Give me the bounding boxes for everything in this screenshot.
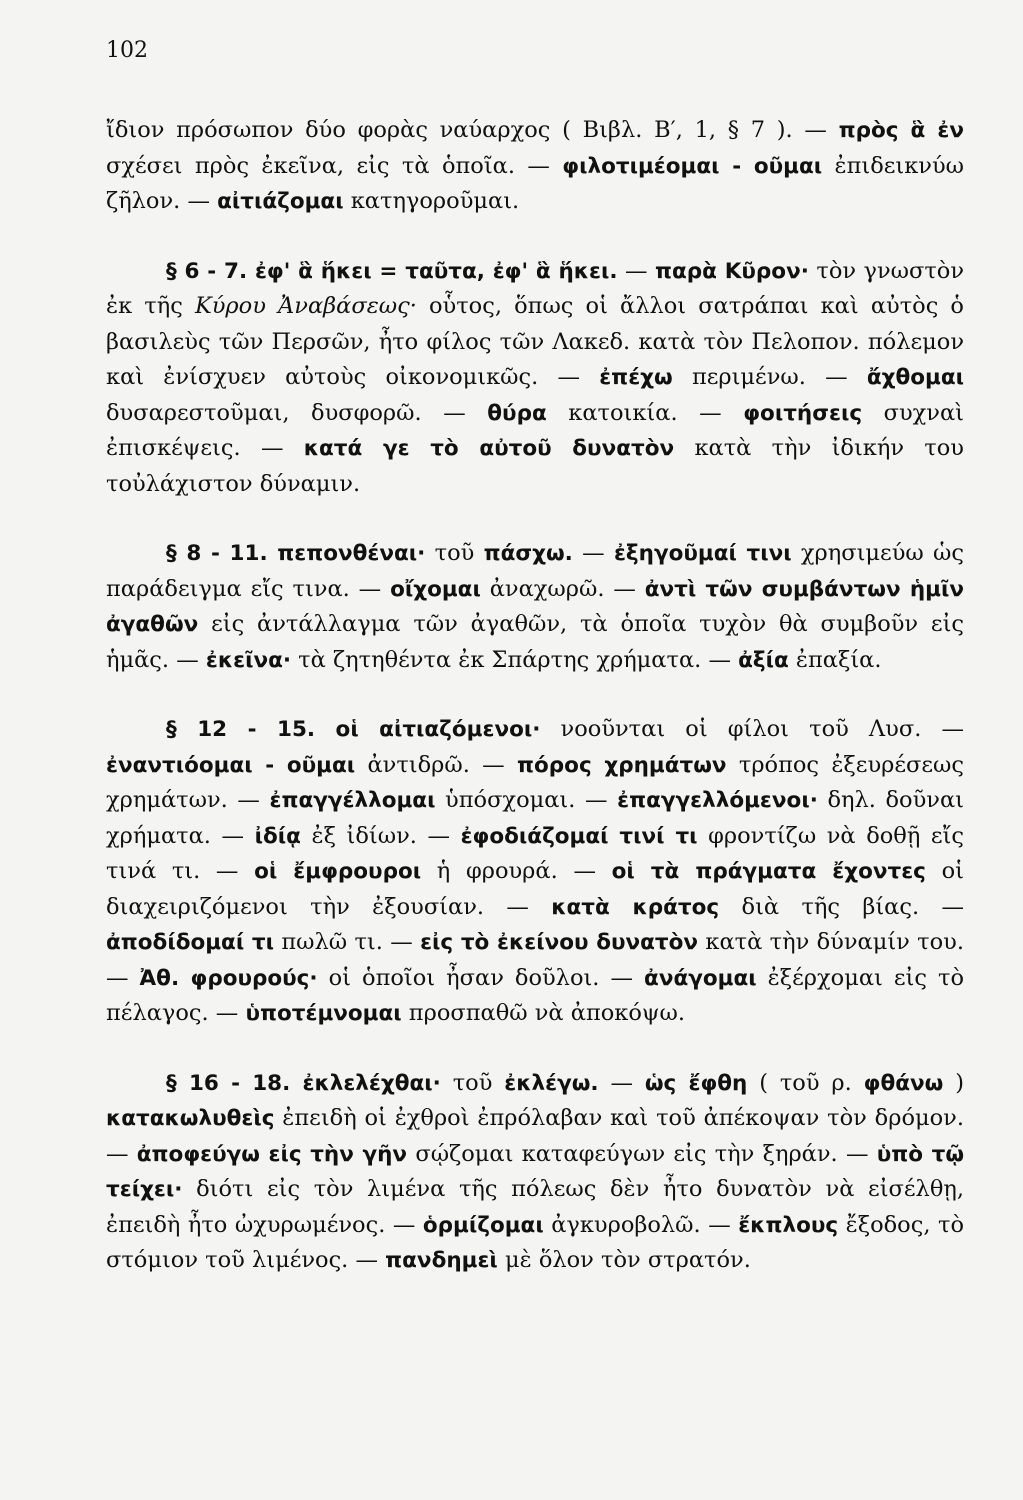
lemma-term: ἐξηγοῦμαί τινι: [613, 541, 792, 566]
lemma-term: οἴχομαι: [390, 576, 481, 602]
lemma-term: ἄχθομαι: [866, 365, 964, 390]
lemma-term: ἐναντιόομαι - οῦμαι: [106, 752, 356, 778]
paragraph-gap: [106, 502, 964, 536]
gloss-text: οὗτος, ὅπως οἱ ἄλλοι σατράπαι καὶ αὐτὸς ὁ βασιλεὺς τῶν Περσῶν, ἦτο φίλος τῶν Λακεδ. κατὰ τὸν Πελοπον. πόλεμον καὶ ἐνίσχυεν αὐτοὺς οἰκονομικῶς. —: [106, 293, 964, 390]
gloss-text: ἐξέρχομαι εἰς τὸ πέλαγος. —: [106, 964, 964, 1026]
lemma-term: ἐκλέγω.: [504, 1070, 599, 1096]
lemma-term: κατὰ κράτος: [551, 894, 720, 920]
paragraph-p0: [106, 113, 964, 220]
gloss-text: —: [598, 1069, 645, 1096]
gloss-text: δηλ. δοῦναι χρήματα. —: [106, 787, 964, 849]
gloss-text: κατὰ τὴν ἰδικήν του τοὐλάχιστον δύναμιν.: [106, 435, 964, 497]
lemma-term: § 12 - 15. οἱ αἰτιαζόμενοι·: [166, 717, 541, 742]
paragraph-p1: [106, 254, 964, 503]
lemma-term: § 16 - 18. ἐκλελέχθαι·: [166, 1070, 441, 1096]
paragraph-p4: [106, 1066, 964, 1279]
lemma-term: Ἀθ. φρουρούς·: [139, 965, 318, 991]
gloss-text: ( τοῦ ρ.: [747, 1069, 864, 1096]
gloss-text: περιμένω. —: [672, 364, 867, 390]
gloss-text: τὰ ζητηθέντα ἐκ Σπάρτης χρήματα. —: [291, 646, 739, 673]
paragraph-gap: [106, 1032, 964, 1066]
gloss-text: ὑπόσχομαι. —: [435, 787, 618, 813]
paragraph-gap: [106, 678, 964, 712]
italic-title: Κύρου Ἀναβάσεως·: [194, 293, 417, 319]
gloss-text: ἀναχωρῶ. —: [480, 575, 645, 602]
commentary-text: [106, 113, 964, 1279]
lemma-term: ὑπὸ τῷ τείχει·: [106, 1141, 965, 1202]
lemma-term: ἐπέχω: [599, 365, 673, 390]
lemma-term: ἔκπλους: [738, 1212, 839, 1238]
lemma-term: φοιτήσεις: [743, 400, 863, 426]
lemma-term: ἐφοδιάζομαί τινί τι: [460, 823, 698, 849]
lemma-term: παρὰ Κῦρον·: [655, 258, 809, 284]
gloss-text: πωλῶ τι. —: [274, 929, 421, 955]
gloss-text: ἔξοδος, τὸ στόμιον τοῦ λιμένος. —: [106, 1211, 964, 1273]
gloss-text: ἡ φρουρά. —: [421, 858, 612, 884]
gloss-text: διὰ τῆς βίας. —: [719, 893, 964, 920]
lemma-term: ἀποφεύγω εἰς τὴν γῆν: [136, 1141, 408, 1167]
lemma-term: § 6 - 7. ἐφ' ἃ ἥκει = ταῦτα, ἐφ' ἃ ἥκει.: [166, 258, 618, 284]
gloss-text: κατοικία. —: [546, 399, 744, 426]
gloss-text: τοῦ: [425, 540, 484, 566]
gloss-text: —: [572, 540, 614, 566]
lemma-term: οἱ ἔμφρουροι: [254, 859, 422, 884]
lemma-term: πάσχω.: [483, 541, 573, 566]
gloss-text: ἐξ ἰδίων. —: [300, 822, 461, 849]
gloss-text: κατὰ τὴν δύναμίν του. —: [106, 929, 965, 991]
gloss-text: ἀγκυροβολῶ. —: [543, 1211, 739, 1238]
lemma-term: θύρα: [487, 400, 547, 426]
gloss-text: δυσαρεστοῦμαι, δυσφορῶ. —: [106, 399, 488, 426]
lemma-term: πρὸς ἃ ἐν: [838, 118, 964, 143]
gloss-text: ἀντιδρῶ. —: [355, 751, 517, 778]
lemma-term: αἰτιάζομαι: [217, 189, 344, 214]
gloss-text: ἴδιον πρόσωπον δύο φορὰς ναύαρχος ( Βιβλ. Β′, 1, § 7 ). —: [106, 117, 839, 143]
lemma-term: ὑποτέμνομαι: [245, 1001, 402, 1026]
gloss-text: κατηγοροῦμαι.: [343, 188, 520, 214]
paragraph-p3: [106, 712, 964, 1032]
lemma-term: ἀνάγομαι: [644, 965, 757, 991]
gloss-text: ἐπιδεικνύω ζῆλον. —: [106, 152, 964, 214]
gloss-text: ἐπαξία.: [788, 646, 882, 673]
lemma-term: ἀντὶ τῶν συμβάντων ἡμῖν ἀγαθῶν: [106, 576, 964, 637]
gloss-text: μὲ ὅλον τὸν στρατόν.: [497, 1247, 751, 1273]
paragraph-p2: [106, 536, 964, 678]
lemma-term: οἱ τὰ πράγματα ἔχοντες: [611, 859, 926, 884]
lemma-term: φθάνω: [863, 1070, 944, 1096]
gloss-text: οἱ διαχειριζόμενοι τὴν ἐξουσίαν. —: [106, 858, 964, 920]
lemma-term: κατακωλυθεὶς: [106, 1106, 275, 1131]
gloss-text: τρόπος ἐξευρέσεως χρημάτων. —: [106, 751, 964, 813]
lemma-term: ἀξία: [738, 647, 789, 673]
lemma-term: πόρος χρημάτων: [517, 752, 727, 778]
lemma-term: ἐπαγγελλόμενοι·: [617, 788, 818, 813]
gloss-text: εἰς ἀντάλλαγμα τῶν ἀγαθῶν, τὰ ὁποῖα τυχὸν θὰ συμβοῦν εἰς ἡμᾶς. —: [106, 611, 964, 673]
gloss-text: νοοῦνται οἱ φίλοι τοῦ Λυσ. —: [540, 716, 965, 742]
gloss-text: διότι εἰς τὸν λιμένα τῆς πόλεως δὲν ἦτο δυνατὸν νὰ εἰσέλθῃ, ἐπειδὴ ἦτο ὠχυρωμένος. —: [106, 1176, 964, 1238]
gloss-text: οἱ ὁποῖοι ἦσαν δοῦλοι. —: [317, 964, 645, 991]
lemma-term: εἰς τὸ ἐκείνου δυνατὸν: [420, 930, 699, 955]
lemma-term: § 8 - 11. πεπονθέναι·: [166, 541, 426, 566]
paragraph-gap: [106, 220, 964, 254]
gloss-text: ἐπειδὴ οἱ ἐχθροὶ ἐπρόλαβαν καὶ τοῦ ἀπέκοψαν τὸν δρόμον. —: [106, 1105, 964, 1167]
lemma-term: ἀποδίδομαί τι: [106, 930, 274, 955]
gloss-text: σχέσει πρὸς ἐκεῖνα, εἰς τὰ ὁποῖα. —: [106, 152, 563, 179]
lemma-term: ἐπαγγέλλομαι: [269, 788, 436, 813]
page-number: 102: [106, 38, 148, 63]
gloss-text: προσπαθῶ νὰ ἀποκόψω.: [401, 1000, 686, 1026]
gloss-text: τὸν γνωστὸν ἐκ τῆς: [106, 257, 965, 319]
gloss-text: —: [617, 257, 655, 284]
lemma-term: κατά γε τὸ αὐτοῦ δυνατὸν: [303, 436, 675, 461]
gloss-text: χρησιμεύω ὡς παράδειγμα εἴς τινα. —: [106, 540, 964, 602]
lemma-term: ἰδίᾳ: [254, 823, 301, 849]
lemma-term: ὁρμίζομαι: [422, 1212, 544, 1238]
gloss-text: φροντίζω νὰ δοθῇ εἴς τινά τι. —: [106, 822, 964, 884]
lemma-term: ἐκεῖνα·: [205, 647, 292, 673]
gloss-text: τοῦ: [440, 1069, 505, 1096]
gloss-text: σῴζομαι καταφεύγων εἰς τὴν ξηράν. —: [407, 1140, 877, 1167]
lemma-term: φιλοτιμέομαι - οῦμαι: [562, 153, 823, 179]
lemma-term: πανδημεὶ: [385, 1248, 498, 1273]
lemma-term: ὡς ἔφθη: [644, 1070, 748, 1096]
gloss-text: ): [943, 1069, 965, 1096]
gloss-text: συχναὶ ἐπισκέψεις. —: [106, 399, 964, 461]
